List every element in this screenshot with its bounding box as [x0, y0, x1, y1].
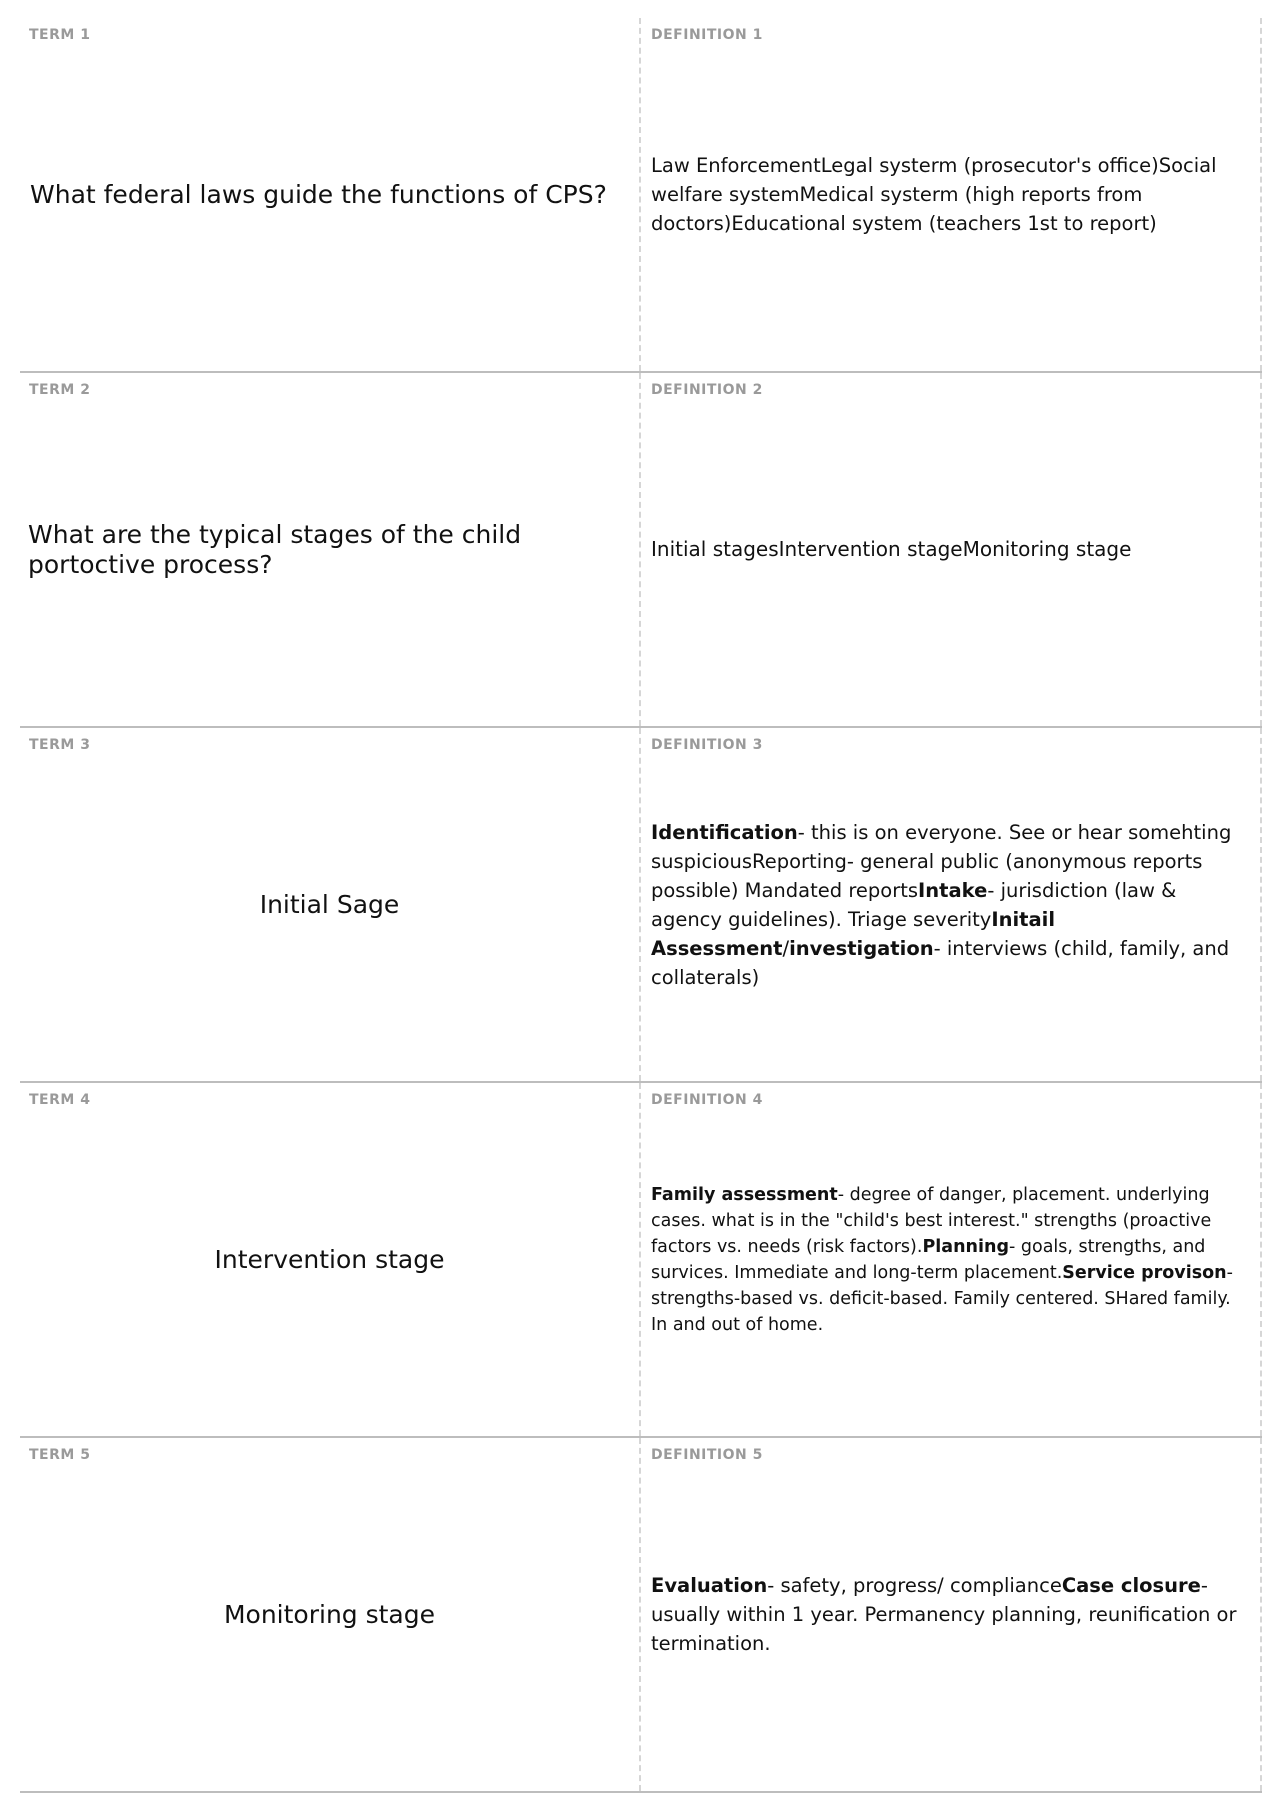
term-label: TERM 2	[29, 382, 91, 398]
term-text	[30, 1438, 629, 1791]
definition-bold-run: Service provison	[1062, 1262, 1227, 1283]
definition-text-content	[651, 1182, 1252, 1338]
definition-bold-run: Case closure	[1061, 1574, 1201, 1597]
definition-label: DEFINITION 5	[651, 1447, 763, 1463]
term-cell	[20, 18, 641, 371]
definition-text-content	[651, 1571, 1252, 1658]
definition-text	[651, 373, 1252, 726]
definition-bold-run: Evaluation	[651, 1574, 768, 1597]
definition-text	[651, 1438, 1252, 1791]
term-text	[30, 728, 629, 1081]
term-label: TERM 1	[29, 27, 91, 43]
definition-label: DEFINITION 3	[651, 737, 763, 753]
definition-run: /	[782, 936, 790, 960]
definition-run: - degree of danger, placement. underlying cases. what is in the "child's best interest." strengths (proactive factors vs. needs (risk factors).	[651, 1184, 1212, 1257]
definition-cell	[641, 1083, 1262, 1436]
definition-bold-run: Identification	[651, 820, 798, 844]
definition-cell	[641, 728, 1262, 1081]
definition-text-content	[651, 535, 1252, 564]
definition-cell	[641, 373, 1262, 726]
card-row	[20, 1438, 1262, 1793]
definition-label: DEFINITION 1	[651, 27, 763, 43]
definition-run: - interviews (child, family, and collaterals)	[651, 936, 1230, 989]
term-cell	[20, 1438, 641, 1791]
card-row	[20, 728, 1262, 1083]
term-text-content: Monitoring stage	[223, 1599, 436, 1629]
term-text	[28, 373, 629, 726]
definition-bold-run: Family assessment	[651, 1184, 838, 1205]
term-text	[30, 18, 629, 371]
term-cell	[20, 373, 641, 726]
definition-label: DEFINITION 4	[651, 1092, 763, 1108]
definition-cell	[641, 18, 1262, 371]
definition-cell	[641, 1438, 1262, 1791]
definition-run: - strengths-based vs. deficit-based. Family centered. SHared family. In and out of home.	[651, 1262, 1233, 1335]
definition-bold-run: Intake	[918, 878, 988, 902]
definition-bold-run: investigation	[789, 936, 934, 960]
definition-run: - goals, strengths, and survices. Immediate and long-term placement.	[651, 1236, 1206, 1283]
definition-text-content	[651, 151, 1252, 238]
term-label: TERM 3	[29, 737, 91, 753]
definition-run: Initial stagesIntervention stageMonitoring stage	[651, 537, 1132, 561]
definition-run: - usually within 1 year. Permanency planning, reunification or termination.	[651, 1574, 1237, 1655]
definition-text-content	[651, 818, 1252, 992]
term-text-content: What are the typical stages of the child portoctive process?	[28, 519, 522, 579]
definition-text	[651, 728, 1252, 1081]
definition-run: Law EnforcementLegal systerm (prosecutor's office)Social welfare systemMedical systerm (high reports from doctors)Educational system (teachers 1st to report)	[651, 154, 1217, 235]
definition-bold-run: Planning	[922, 1236, 1009, 1257]
definition-text	[651, 1083, 1252, 1436]
definition-label: DEFINITION 2	[651, 382, 763, 398]
term-cell	[20, 1083, 641, 1436]
term-label: TERM 4	[29, 1092, 91, 1108]
term-label: TERM 5	[29, 1447, 91, 1463]
term-text	[30, 1083, 629, 1436]
card-row	[20, 1083, 1262, 1438]
definition-text	[651, 18, 1252, 371]
term-text-content: Intervention stage	[214, 1244, 445, 1274]
definition-run: - jurisdiction (law & agency guidelines). Triage severity	[651, 878, 1177, 931]
card-row	[20, 373, 1262, 728]
term-text-content: Initial Sage	[259, 889, 400, 919]
definition-run: - this is on everyone. See or hear somehting suspiciousReporting- general public (anonymous reports possible) Mandated reports	[651, 820, 1232, 902]
flashcard-sheet	[20, 18, 1262, 1793]
definition-bold-run: Initail Assessment	[651, 907, 1056, 960]
term-text-content: What federal laws guide the functions of CPS?	[30, 179, 607, 209]
card-row	[20, 18, 1262, 373]
definition-run: - safety, progress/ compliance	[767, 1574, 1062, 1597]
term-cell	[20, 728, 641, 1081]
